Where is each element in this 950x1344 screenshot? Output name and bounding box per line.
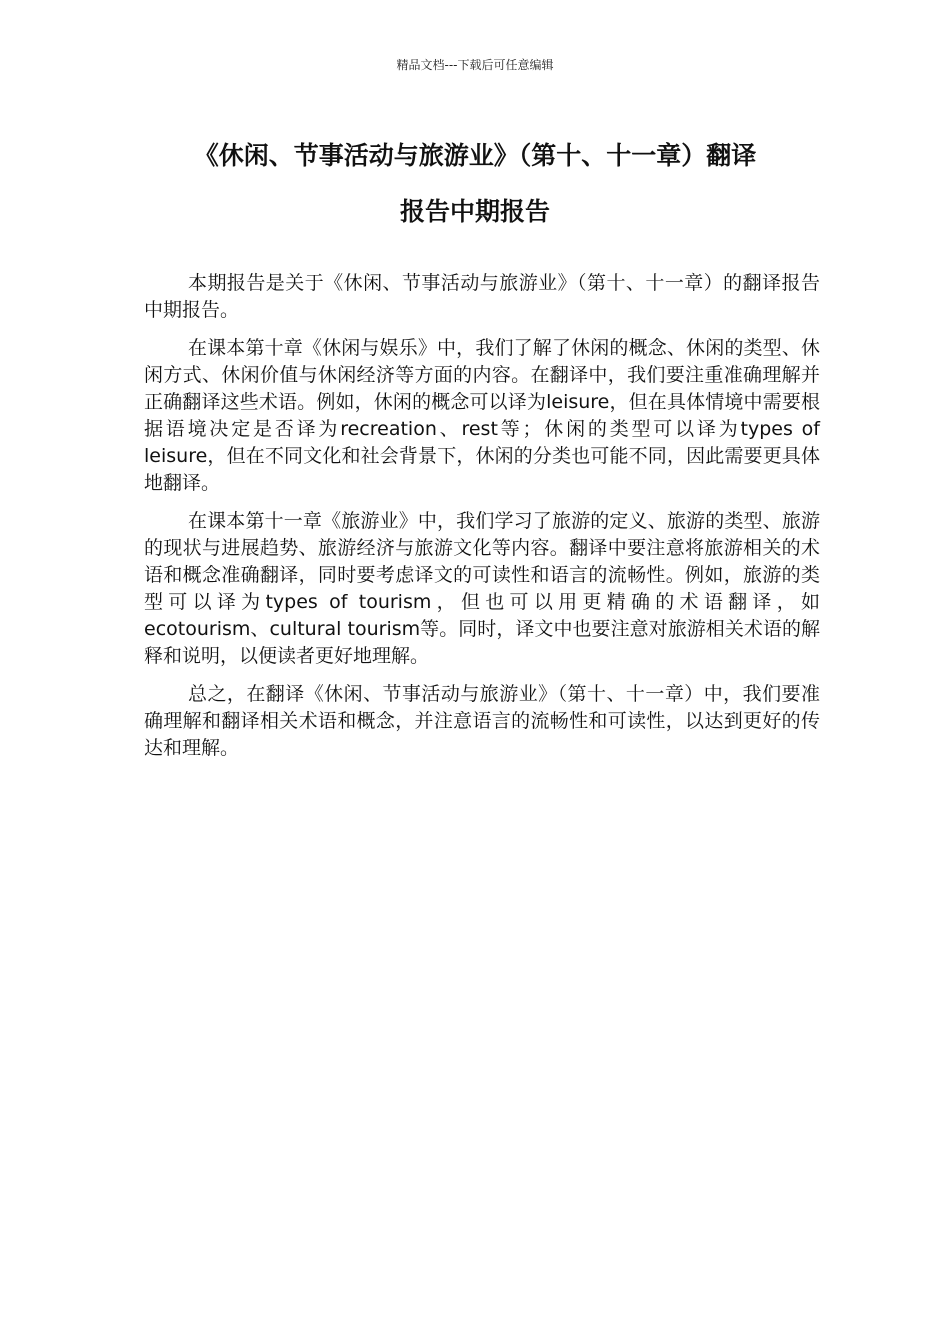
document-title-line-1: 《休闲、节事活动与旅游业》（第十、十一章）翻译 [193,141,757,170]
paragraph-chapter-ten: 在课本第十章《休闲与娱乐》中，我们了解了休闲的概念、休闲的类型、休闲方式、休闲价值与休闲经济等方面的内容。在翻译中，我们要注重准确理解并正确翻译这些术语。例如，休闲的概念可以译为leisure，但在具体情境中需要根据语境决定是否译为recreation、rest等；休闲的类型可以译为types of leisure，但在不同文化和社会背景下，休闲的分类也可能不同，因此需要更具体地翻译。 [144,337,820,494]
document-title-line-2: 报告中期报告 [399,197,550,226]
page-header: 精品文档---下载后可任意编辑 [396,58,554,72]
document-title [120,128,830,240]
paragraph-conclusion: 总之，在翻译《休闲、节事活动与旅游业》（第十、十一章）中，我们要准确理解和翻译相关术语和概念，并注意语言的流畅性和可读性，以达到更好的传达和理解。 [144,683,820,759]
paragraph-intro: 本期报告是关于《休闲、节事活动与旅游业》（第十、十一章）的翻译报告中期报告。 [144,272,820,321]
document-body [144,270,820,773]
paragraph-chapter-eleven: 在课本第十一章《旅游业》中，我们学习了旅游的定义、旅游的类型、旅游的现状与进展趋势、旅游经济与旅游文化等内容。翻译中要注意将旅游相关的术语和概念准确翻译，同时要考虑译文的可读性和语言的流畅性。例如，旅游的类型可以译为types of tourism，但也可以用更精确的术语翻译，如ecotourism、cultural tourism等。同时，译文中也要注意对旅游相关术语的解释和说明，以便读者更好地理解。 [144,510,820,667]
